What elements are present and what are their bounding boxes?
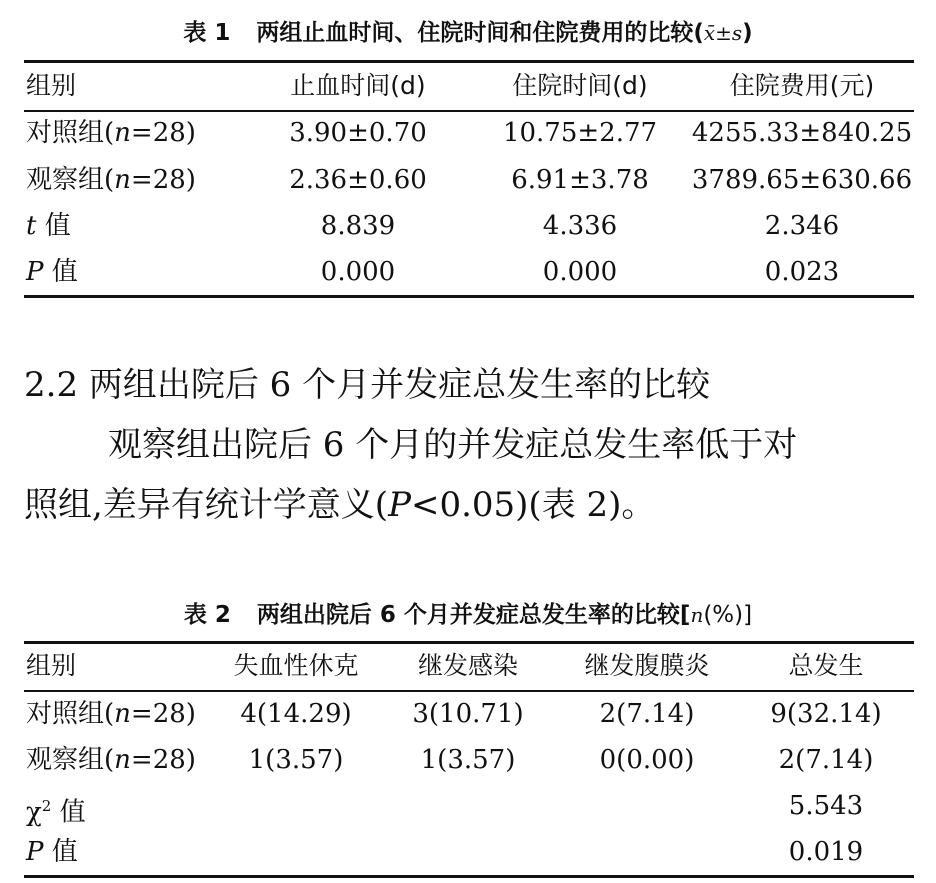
table-row xyxy=(0,691,936,737)
cell-value: 1(3.57) xyxy=(420,745,516,775)
cell-value: 4(14.29) xyxy=(240,699,352,729)
table1-caption: 表 1 两组止血时间、住院时间和住院费用的比较(x̄±s) xyxy=(183,20,753,46)
header-hemorrhagic-shock: 失血性休克 xyxy=(233,651,359,680)
header-secondary-peritonitis: 继发腹膜炎 xyxy=(584,651,710,680)
row-label: 对照组(n=28) xyxy=(26,699,196,729)
table-row xyxy=(0,783,936,829)
cell-value: 0.000 xyxy=(542,257,618,287)
table-row xyxy=(0,829,936,875)
table2-caption: 表 2 两组出院后 6 个月并发症总发生率的比较[n(%)] xyxy=(183,602,753,628)
header-hospital-stay: 住院时间(d) xyxy=(512,71,648,100)
table2-bottom-rule xyxy=(24,875,914,878)
table1-stat: x̄±s xyxy=(703,21,743,45)
row-label: $\chi^2$ 值 xyxy=(26,797,86,828)
table-row xyxy=(0,203,936,249)
cell-value: 8.839 xyxy=(320,211,396,241)
cell-value: 2.36±0.60 xyxy=(289,165,427,195)
section-heading: 2.2 两组出院后 6 个月并发症总发生率的比较 xyxy=(24,365,711,405)
cell-value: 3789.65±630.66 xyxy=(691,165,913,195)
cell-value: 0.019 xyxy=(788,837,864,867)
cell-value: 3(10.71) xyxy=(412,699,524,729)
cell-value: 0(0.00) xyxy=(599,745,695,775)
header-group: 组别 xyxy=(26,651,77,680)
row-label: 观察组(n=28) xyxy=(26,165,196,195)
table2-header-row xyxy=(0,643,936,689)
header-total: 总发生 xyxy=(788,651,864,680)
row-label: t 值 xyxy=(26,211,71,241)
table-row xyxy=(0,110,936,156)
table1-number: 表 1 xyxy=(183,20,231,46)
paragraph-line-2: 照组,差异有统计学意义(P<0.05)(表 2)。 xyxy=(24,485,656,525)
header-secondary-infection: 继发感染 xyxy=(417,651,519,680)
cell-value: 5.543 xyxy=(788,791,864,821)
table-row xyxy=(0,157,936,203)
header-group: 组别 xyxy=(26,71,77,100)
cell-value: 4.336 xyxy=(542,211,618,241)
row-label: 观察组(n=28) xyxy=(26,745,196,775)
cell-value: 0.000 xyxy=(320,257,396,287)
cell-value: 0.023 xyxy=(764,257,840,287)
cell-value: 9(32.14) xyxy=(770,699,882,729)
cell-value: 2(7.14) xyxy=(778,745,874,775)
row-label: 对照组(n=28) xyxy=(26,118,196,148)
cell-value: 10.75±2.77 xyxy=(502,118,658,148)
cell-value: 2(7.14) xyxy=(599,699,695,729)
table2-number: 表 2 xyxy=(183,602,231,628)
table1-bottom-rule xyxy=(24,295,914,298)
cell-value: 2.346 xyxy=(764,211,840,241)
cell-value: 3.90±0.70 xyxy=(289,118,427,148)
row-label: P 值 xyxy=(26,837,78,867)
table-row xyxy=(0,737,936,783)
paragraph-line-1: 观察组出院后 6 个月的并发症总发生率低于对 xyxy=(108,425,798,465)
row-label: P 值 xyxy=(26,257,78,287)
cell-value: 4255.33±840.25 xyxy=(691,118,913,148)
cell-value: 1(3.57) xyxy=(248,745,344,775)
table-row xyxy=(0,249,936,295)
header-hospital-cost: 住院费用(元) xyxy=(729,71,875,100)
table2-title: 两组出院后 6 个月并发症总发生率的比较[ xyxy=(256,602,691,628)
header-hemostasis-time: 止血时间(d) xyxy=(290,71,426,100)
table1-title: 两组止血时间、住院时间和住院费用的比较( xyxy=(256,20,704,46)
table1-header-row xyxy=(0,63,936,109)
cell-value: 6.91±3.78 xyxy=(511,165,649,195)
